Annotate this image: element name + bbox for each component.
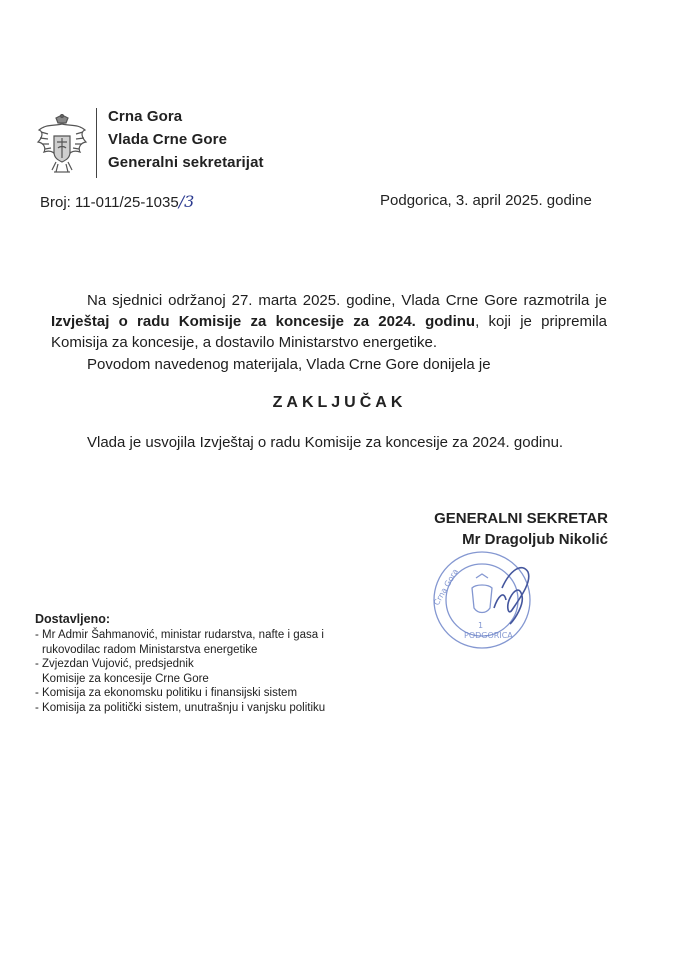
government-name: Vlada Crne Gore (108, 131, 228, 148)
distribution-item (35, 657, 415, 686)
svg-text:Crna Gora: Crna Gora (431, 567, 461, 607)
distribution-item-line: - Zvjezdan Vujović, predsjednik (35, 658, 194, 670)
signatory-name: Mr Dragoljub Nikolić (462, 531, 608, 548)
distribution-list (35, 628, 415, 715)
official-stamp-icon (424, 548, 548, 652)
distribution-heading: Dostavljeno: (35, 612, 111, 626)
distribution-item-line: - Komisija za ekonomsku politiku i finansijski sistem (35, 687, 298, 699)
document-number (40, 192, 194, 211)
coat-of-arms-icon (36, 114, 88, 176)
secretariat-name: Generalni sekretarijat (108, 154, 264, 171)
paragraph-intro (51, 290, 607, 353)
country-name: Crna Gora (108, 108, 183, 125)
distribution-item (35, 701, 415, 716)
distribution-item (35, 686, 415, 701)
paragraph-conclusion: Vlada je usvojila Izvještaj o radu Komisije za koncesije za 2024. godinu. (87, 434, 564, 451)
header-divider (96, 108, 97, 178)
distribution-item-line: rukovodilac radom Ministarstva energetike (42, 643, 258, 656)
signatory-title: GENERALNI SEKRETAR (434, 510, 608, 527)
document-date: Podgorica, 3. april 2025. godine (380, 192, 592, 209)
distribution-item-line: - Mr Admir Šahmanović, ministar rudarstva, nafte i gasa i (35, 629, 324, 641)
distribution-item (35, 628, 415, 657)
distribution-item-line: - Komisija za politički sistem, unutrašnju i vanjsku politiku (35, 701, 326, 714)
svg-text:1: 1 (478, 621, 484, 630)
svg-text:PODGORICA: PODGORICA (464, 631, 513, 640)
decision-title: ZAKLJUČAK (272, 394, 407, 411)
paragraph-intro-start: Na sjednici održanoj 27. marta 2025. godine, Vlada Crne Gore razmotrila je (87, 292, 607, 309)
paragraph-decision-intro: Povodom navedenog materijala, Vlada Crne Gore donijela je (87, 356, 491, 373)
document-number-label: Broj: 11-011/25-1035 (40, 194, 179, 211)
report-title: Izvještaj o radu Komisije za koncesije za 2024. godinu (51, 313, 476, 330)
distribution-item-line: Komisije za koncesije Crne Gore (42, 672, 209, 685)
paragraph-intro-end: , koji je pripremila Komisija za koncesije, a dostavilo Ministarstvo energetike. (51, 313, 607, 351)
handwritten-number-suffix: /3 (178, 192, 195, 211)
